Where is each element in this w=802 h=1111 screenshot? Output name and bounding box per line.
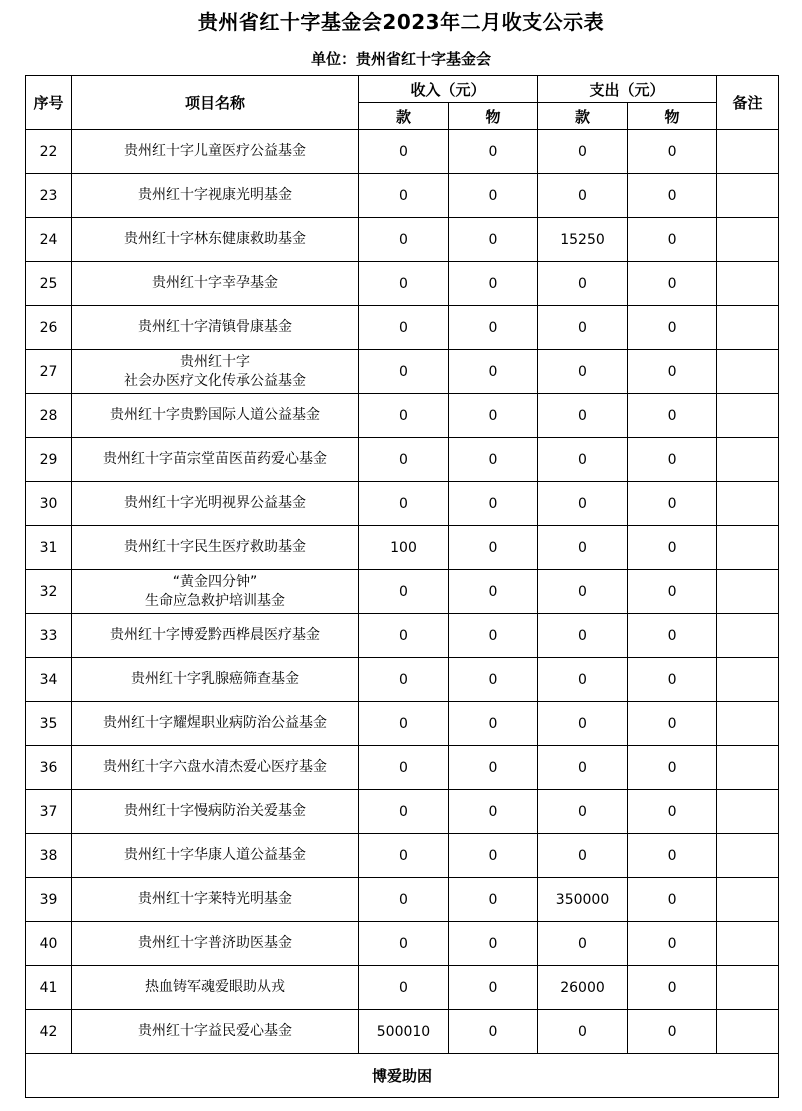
seq-cell: 29: [26, 438, 72, 482]
table-row: [26, 438, 779, 482]
expense-goods-cell: 0: [628, 438, 717, 482]
seq-cell: 40: [26, 922, 72, 966]
header-note: 备注: [717, 76, 779, 130]
project-name-line: 贵州红十字普济助医基金: [138, 935, 292, 951]
project-name-line: 贵州红十字光明视界公益基金: [124, 495, 306, 511]
project-name-cell: [72, 834, 359, 878]
expense-goods-cell: 0: [628, 790, 717, 834]
expense-goods-cell: 0: [628, 130, 717, 174]
income-cash-cell: 0: [359, 438, 449, 482]
table-row: [26, 570, 779, 614]
unit-label: 单位：贵州省红十字基金会: [310, 50, 491, 68]
project-name-cell: [72, 482, 359, 526]
income-goods-cell: 0: [449, 746, 538, 790]
income-cash-cell: 500010: [359, 1010, 449, 1054]
header-expense-cash: 款: [538, 103, 628, 130]
project-name-line: 贵州红十字: [180, 353, 250, 370]
expense-goods-cell: 0: [628, 218, 717, 262]
project-name-line: 贵州红十字视康光明基金: [138, 187, 292, 203]
income-cash-cell: 0: [359, 790, 449, 834]
expense-cash-cell: 0: [538, 1010, 628, 1054]
income-goods-cell: 0: [449, 174, 538, 218]
expense-goods-cell: 0: [628, 614, 717, 658]
project-name-cell: [72, 878, 359, 922]
income-goods-cell: 0: [449, 834, 538, 878]
note-cell: [717, 526, 779, 570]
project-name-line: 贵州红十字民生医疗救助基金: [124, 539, 306, 555]
income-goods-cell: 0: [449, 614, 538, 658]
expense-goods-cell: 0: [628, 306, 717, 350]
income-cash-cell: 0: [359, 306, 449, 350]
income-goods-cell: 0: [449, 262, 538, 306]
income-cash-cell: 0: [359, 394, 449, 438]
income-goods-cell: 0: [449, 218, 538, 262]
table-row: [26, 658, 779, 702]
project-name-cell: [72, 174, 359, 218]
income-cash-cell: 0: [359, 262, 449, 306]
expense-goods-cell: 0: [628, 1010, 717, 1054]
seq-cell: 27: [26, 350, 72, 394]
header-income-goods: 物: [449, 103, 538, 130]
project-name-cell: [72, 350, 359, 394]
seq-cell: 30: [26, 482, 72, 526]
expense-cash-cell: 0: [538, 394, 628, 438]
income-cash-cell: 0: [359, 570, 449, 614]
income-cash-cell: 0: [359, 966, 449, 1010]
expense-goods-cell: 0: [628, 702, 717, 746]
expense-goods-cell: 0: [628, 262, 717, 306]
project-name-cell: [72, 394, 359, 438]
income-cash-cell: 0: [359, 658, 449, 702]
table-row: [26, 702, 779, 746]
note-cell: [717, 174, 779, 218]
income-goods-cell: 0: [449, 130, 538, 174]
expense-goods-cell: 0: [628, 834, 717, 878]
note-cell: [717, 790, 779, 834]
seq-cell: 25: [26, 262, 72, 306]
project-name-line: 贵州红十字幸孕基金: [152, 275, 278, 291]
project-name-cell: [72, 218, 359, 262]
expense-cash-cell: 15250: [538, 218, 628, 262]
table-row: [26, 218, 779, 262]
income-goods-cell: 0: [449, 658, 538, 702]
header-income-cash: 款: [359, 103, 449, 130]
income-cash-cell: 0: [359, 746, 449, 790]
note-cell: [717, 130, 779, 174]
expense-cash-cell: 350000: [538, 878, 628, 922]
income-goods-cell: 0: [449, 394, 538, 438]
project-name-line: 贵州红十字苗宗堂苗医苗药爱心基金: [103, 451, 327, 467]
table-row: [26, 262, 779, 306]
project-name-line: 贵州红十字莱特光明基金: [138, 891, 292, 907]
table-body: [26, 130, 779, 1054]
expense-cash-cell: 0: [538, 350, 628, 394]
project-name-line: 贵州红十字清镇骨康基金: [138, 319, 292, 335]
seq-cell: 31: [26, 526, 72, 570]
project-name-cell: [72, 570, 359, 614]
expense-goods-cell: 0: [628, 922, 717, 966]
seq-cell: 41: [26, 966, 72, 1010]
expense-goods-cell: 0: [628, 570, 717, 614]
expense-cash-cell: 0: [538, 834, 628, 878]
seq-cell: 32: [26, 570, 72, 614]
income-cash-cell: 0: [359, 218, 449, 262]
note-cell: [717, 306, 779, 350]
seq-cell: 37: [26, 790, 72, 834]
expense-cash-cell: 0: [538, 746, 628, 790]
note-cell: [717, 702, 779, 746]
expense-goods-cell: 0: [628, 394, 717, 438]
table-row: [26, 834, 779, 878]
income-cash-cell: 0: [359, 834, 449, 878]
income-goods-cell: 0: [449, 922, 538, 966]
seq-cell: 36: [26, 746, 72, 790]
note-cell: [717, 878, 779, 922]
project-name-cell: [72, 438, 359, 482]
expense-goods-cell: 0: [628, 174, 717, 218]
project-name-line: 贵州红十字乳腺癌筛查基金: [131, 671, 299, 687]
project-name-cell: [72, 746, 359, 790]
expense-cash-cell: 0: [538, 482, 628, 526]
table-row: [26, 174, 779, 218]
income-cash-cell: 0: [359, 922, 449, 966]
income-goods-cell: 0: [449, 306, 538, 350]
table-row: [26, 746, 779, 790]
seq-cell: 35: [26, 702, 72, 746]
note-cell: [717, 614, 779, 658]
table-row: [26, 350, 779, 394]
note-cell: [717, 218, 779, 262]
project-name-line: 贵州红十字益民爱心基金: [138, 1023, 292, 1039]
expense-cash-cell: 0: [538, 306, 628, 350]
note-cell: [717, 438, 779, 482]
project-name-line: 贵州红十字贵黔国际人道公益基金: [110, 407, 320, 423]
note-cell: [717, 350, 779, 394]
project-name-cell: [72, 526, 359, 570]
seq-cell: 24: [26, 218, 72, 262]
income-goods-cell: 0: [449, 966, 538, 1010]
income-cash-cell: 0: [359, 130, 449, 174]
project-name-cell: [72, 966, 359, 1010]
project-name-line: “黄金四分钟”: [172, 573, 258, 590]
table-row: [26, 922, 779, 966]
project-name-cell: [72, 790, 359, 834]
note-cell: [717, 922, 779, 966]
seq-cell: 26: [26, 306, 72, 350]
expense-goods-cell: 0: [628, 878, 717, 922]
expense-goods-cell: 0: [628, 350, 717, 394]
expense-goods-cell: 0: [628, 482, 717, 526]
table-row: [26, 526, 779, 570]
expense-cash-cell: 0: [538, 922, 628, 966]
income-cash-cell: 0: [359, 482, 449, 526]
income-goods-cell: 0: [449, 438, 538, 482]
income-goods-cell: 0: [449, 702, 538, 746]
project-name-cell: [72, 306, 359, 350]
seq-cell: 39: [26, 878, 72, 922]
expense-cash-cell: 0: [538, 570, 628, 614]
income-cash-cell: 100: [359, 526, 449, 570]
note-cell: [717, 834, 779, 878]
project-name-line: 贵州红十字六盘水清杰爱心医疗基金: [103, 759, 327, 775]
table-row: [26, 130, 779, 174]
project-name-cell: [72, 262, 359, 306]
note-cell: [717, 570, 779, 614]
note-cell: [717, 1010, 779, 1054]
income-cash-cell: 0: [359, 174, 449, 218]
page-title: 贵州省红十字基金会2023年二月收支公示表: [197, 10, 605, 34]
footer-section-title: 博爱助困: [26, 1054, 779, 1098]
project-name-line: 贵州红十字华康人道公益基金: [124, 847, 306, 863]
header-expense: 支出（元）: [538, 76, 717, 103]
income-cash-cell: 0: [359, 614, 449, 658]
note-cell: [717, 966, 779, 1010]
table-row: [26, 482, 779, 526]
project-name-line: 贵州红十字儿童医疗公益基金: [124, 143, 306, 159]
project-name-cell: [72, 702, 359, 746]
income-cash-cell: 0: [359, 350, 449, 394]
note-cell: [717, 746, 779, 790]
project-name-line: 贵州红十字林东健康救助基金: [124, 231, 306, 247]
expense-cash-cell: 0: [538, 174, 628, 218]
note-cell: [717, 482, 779, 526]
header-seq: 序号: [26, 76, 72, 130]
project-name-line: 贵州红十字博爱黔西桦晨医疗基金: [110, 627, 320, 643]
income-goods-cell: 0: [449, 482, 538, 526]
income-goods-cell: 0: [449, 570, 538, 614]
expense-goods-cell: 0: [628, 746, 717, 790]
seq-cell: 34: [26, 658, 72, 702]
table-row: [26, 790, 779, 834]
project-name-line: 贵州红十字耀煋职业病防治公益基金: [103, 715, 327, 731]
table-row: [26, 1010, 779, 1054]
table-row: [26, 306, 779, 350]
income-goods-cell: 0: [449, 526, 538, 570]
note-cell: [717, 394, 779, 438]
finance-table: [25, 75, 779, 1098]
project-name-cell: [72, 130, 359, 174]
seq-cell: 22: [26, 130, 72, 174]
project-name-cell: [72, 922, 359, 966]
project-name-line: 贵州红十字慢病防治关爱基金: [124, 803, 306, 819]
table-row: [26, 966, 779, 1010]
expense-cash-cell: 0: [538, 658, 628, 702]
expense-goods-cell: 0: [628, 526, 717, 570]
expense-cash-cell: 0: [538, 526, 628, 570]
expense-cash-cell: 0: [538, 702, 628, 746]
seq-cell: 33: [26, 614, 72, 658]
income-goods-cell: 0: [449, 350, 538, 394]
expense-cash-cell: 0: [538, 438, 628, 482]
income-cash-cell: 0: [359, 702, 449, 746]
header-expense-goods: 物: [628, 103, 717, 130]
expense-cash-cell: 26000: [538, 966, 628, 1010]
seq-cell: 42: [26, 1010, 72, 1054]
header-income: 收入（元）: [359, 76, 538, 103]
project-name-line: 社会办医疗文化传承公益基金: [124, 372, 306, 389]
seq-cell: 38: [26, 834, 72, 878]
note-cell: [717, 262, 779, 306]
project-name-cell: [72, 658, 359, 702]
seq-cell: 23: [26, 174, 72, 218]
table-row: [26, 878, 779, 922]
expense-cash-cell: 0: [538, 262, 628, 306]
income-goods-cell: 0: [449, 790, 538, 834]
income-cash-cell: 0: [359, 878, 449, 922]
project-name-cell: [72, 614, 359, 658]
note-cell: [717, 658, 779, 702]
expense-cash-cell: 0: [538, 790, 628, 834]
project-name-cell: [72, 1010, 359, 1054]
project-name-line: 热血铸军魂爱眼助从戎: [145, 979, 285, 995]
expense-goods-cell: 0: [628, 658, 717, 702]
income-goods-cell: 0: [449, 878, 538, 922]
project-name-line: 生命应急救护培训基金: [145, 592, 285, 609]
table-row: [26, 614, 779, 658]
income-goods-cell: 0: [449, 1010, 538, 1054]
header-name: 项目名称: [72, 76, 359, 130]
seq-cell: 28: [26, 394, 72, 438]
expense-goods-cell: 0: [628, 966, 717, 1010]
table-row: [26, 394, 779, 438]
expense-cash-cell: 0: [538, 130, 628, 174]
expense-cash-cell: 0: [538, 614, 628, 658]
